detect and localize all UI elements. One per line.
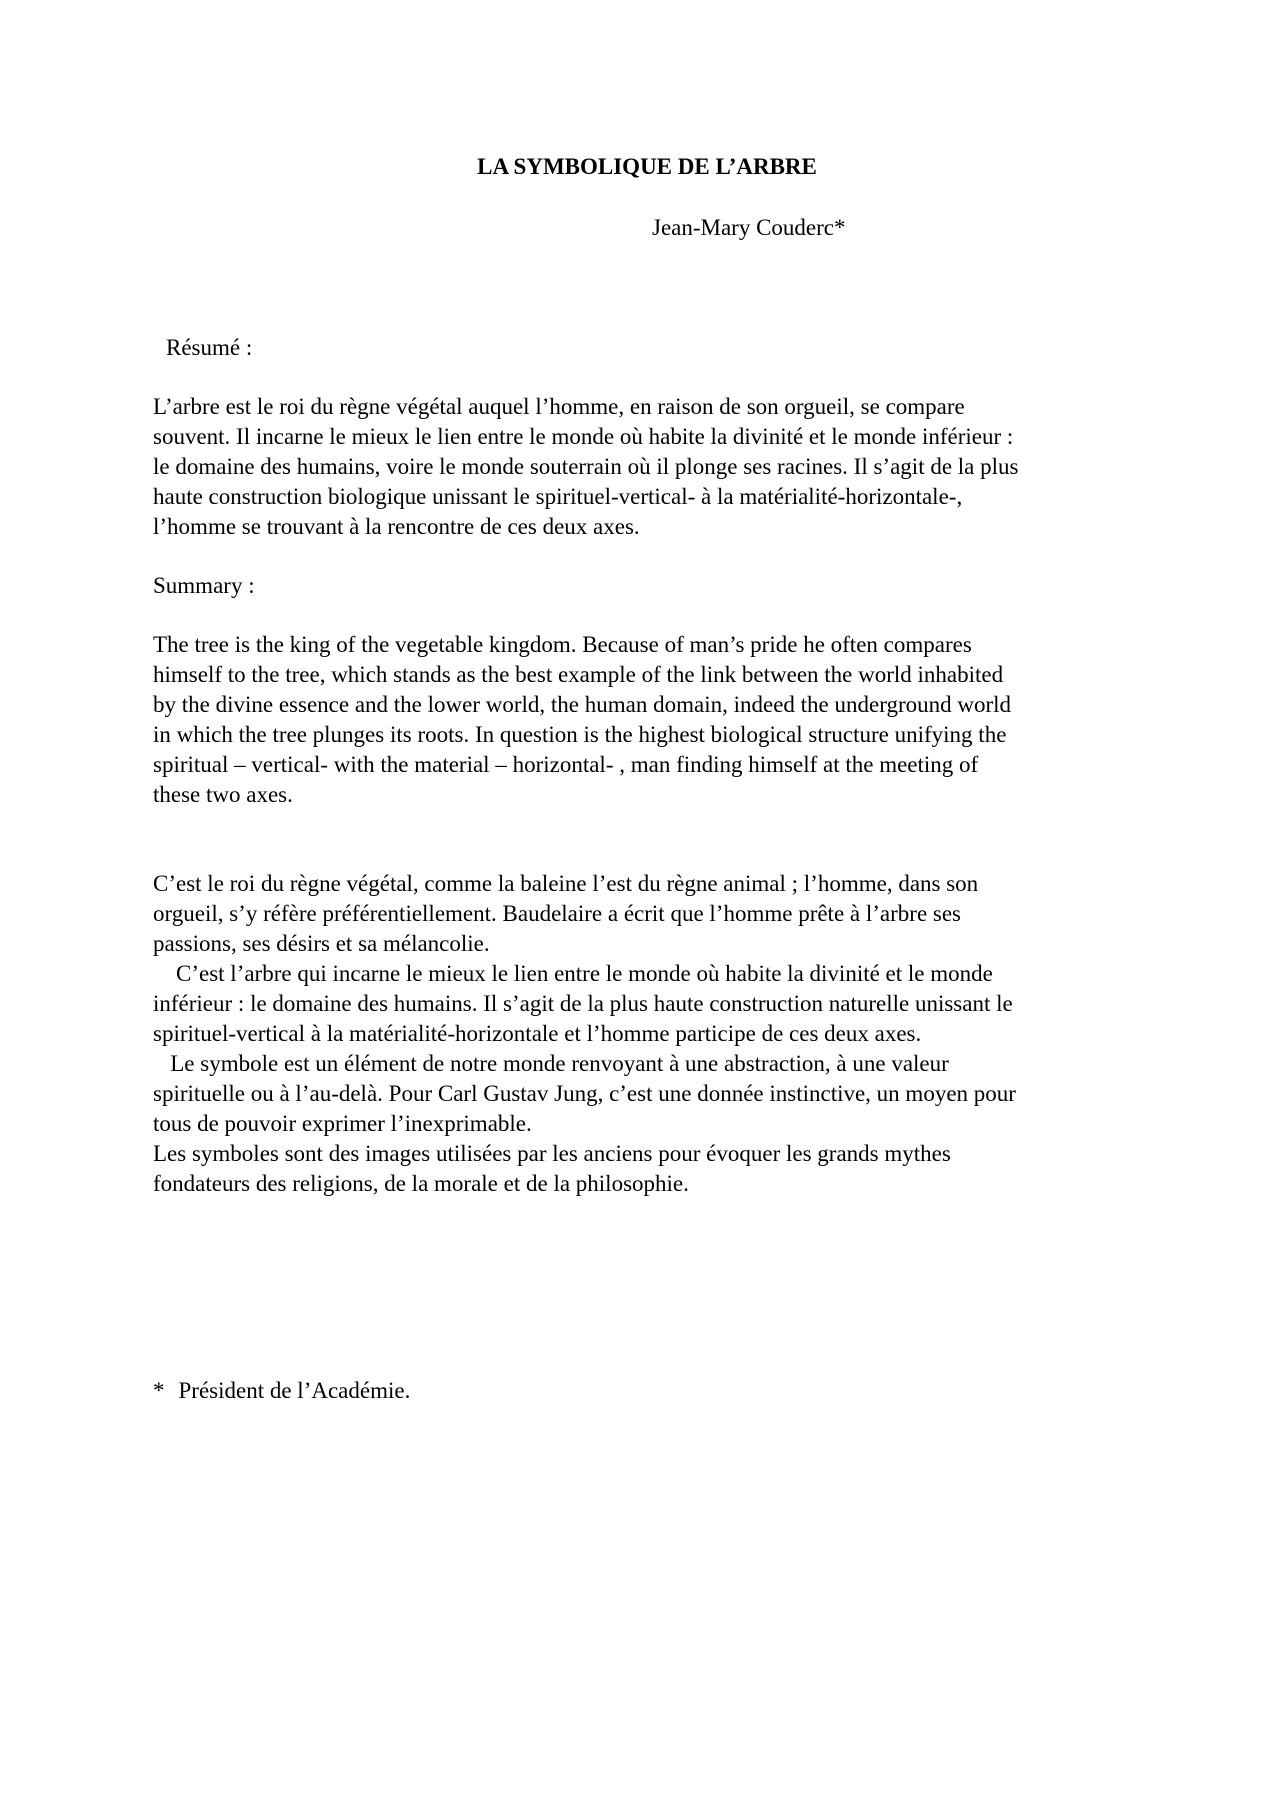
footnote-text: Président de l’Académie. [178,1378,411,1403]
text-line: Les symboles sont des images utilisées par les anciens pour évoquer les grands mythes [153,1141,951,1166]
resume-heading: Résumé : [166,335,253,360]
text-line: fondateurs des religions, de la morale et de la philosophie. [153,1171,689,1196]
summary-paragraph [153,630,1143,810]
text-line: orgueil, s’y réfère préférentiellement. Baudelaire a écrit que l’homme prête à l’arbre ses [153,901,962,926]
text-line: himself to the tree, which stands as the best example of the link between the world inhabited [153,662,1004,687]
text-line: inférieur : le domaine des humains. Il s’agit de la plus haute construction naturelle unissant le [153,991,1013,1016]
text-line: these two axes. [153,782,293,807]
text-line: souvent. Il incarne le mieux le lien entre le monde où habite la divinité et le monde inférieur : [153,424,1014,449]
text-line: tous de pouvoir exprimer l’inexprimable. [153,1111,532,1136]
summary-heading: Summary : [153,573,255,598]
document-author: Jean-Mary Couderc* [652,215,846,240]
text-line: l’homme se trouvant à la rencontre de ces deux axes. [153,514,640,539]
footnote [153,1376,410,1406]
text-line: The tree is the king of the vegetable kingdom. Because of man’s pride he often compares [153,632,972,657]
text-line: haute construction biologique unissant le spirituel-vertical- à la matérialité-horizontale-, [153,484,963,509]
text-line: C’est le roi du règne végétal, comme la baleine l’est du règne animal ; l’homme, dans son [153,871,979,896]
text-line: C’est l’arbre qui incarne le mieux le lien entre le monde où habite la divinité et le monde [153,961,993,986]
text-line: L’arbre est le roi du règne végétal auquel l’homme, en raison de son orgueil, se compare [153,394,965,419]
text-line: spirituel-vertical à la matérialité-horizontale et l’homme participe de ces deux axes. [153,1021,922,1046]
document-title: LA SYMBOLIQUE DE L’ARBRE [477,154,817,179]
text-line: passions, ses désirs et sa mélancolie. [153,931,490,956]
text-line: spiritual – vertical- with the material – horizontal- , man finding himself at the meeting of [153,752,979,777]
footnote-mark: * [153,1378,165,1403]
text-line: Le symbole est un élément de notre monde renvoyant à une abstraction, à une valeur [153,1051,949,1076]
resume-paragraph [153,392,1143,542]
text-line: le domaine des humains, voire le monde souterrain où il plonge ses racines. Il s’agit de la plus [153,454,1019,479]
text-line: in which the tree plunges its roots. In question is the highest biological structure unifying the [153,722,1007,747]
body-paragraphs [153,869,1143,1199]
text-line: by the divine essence and the lower world, the human domain, indeed the underground world [153,692,1012,717]
text-line: spirituelle ou à l’au-delà. Pour Carl Gustav Jung, c’est une donnée instinctive, un moyen pour [153,1081,1016,1106]
